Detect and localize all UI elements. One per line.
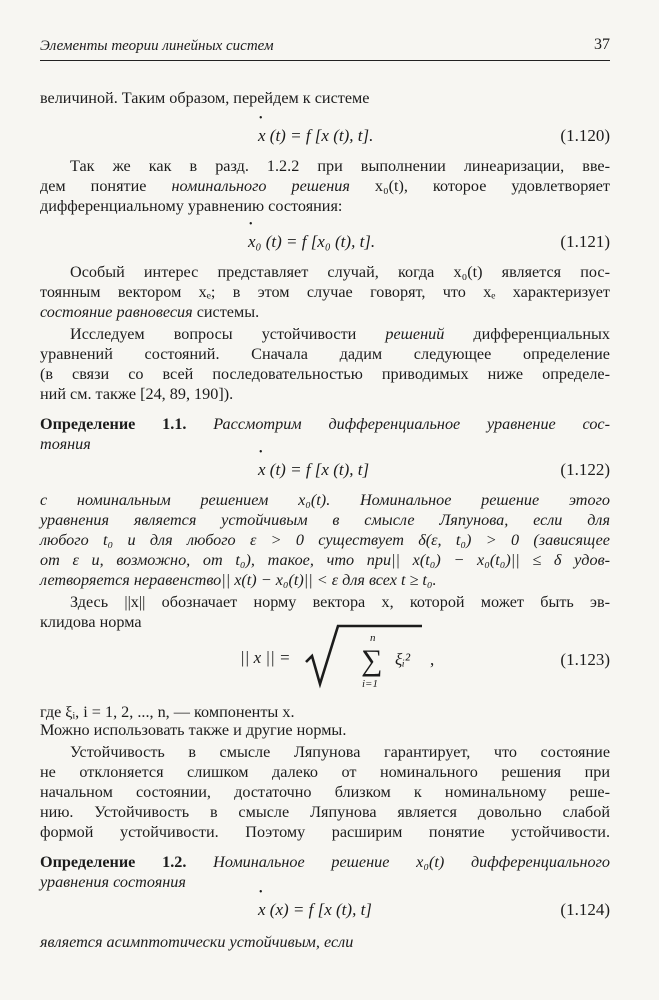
text-line: ний см. также [24, 89, 190]). [40, 385, 234, 403]
text-line: Можно использовать также и другие нормы. [40, 721, 347, 739]
header-title: Элементы теории линейных систем [40, 38, 274, 54]
equation-number: (1.121) [560, 232, 610, 251]
text-line: клидова норма [40, 613, 142, 631]
equation-number: (1.122) [560, 460, 610, 479]
definition-text: Номинальное решение x₀(t) дифференциального [186, 853, 610, 871]
equation-1-121 [40, 230, 610, 256]
equation-number: (1.123) [560, 650, 610, 669]
text-line: любого t₀ и для любого ε > 0 существует δ(ε, t₀) > 0 (зависящее [40, 531, 610, 549]
equation-formula: • x₀ (t) = f [x₀ (t), t]. [248, 232, 375, 252]
equation-1-120 [40, 124, 610, 150]
text-line: нию. Устойчивость в смысле Ляпунова является довольно слабой [40, 803, 610, 821]
sum-symbol: ∑ [361, 644, 383, 677]
equation-number: (1.120) [560, 126, 610, 145]
text-line: дифференциальному уравнению состояния: [40, 197, 343, 215]
sum-upper-limit: n [370, 632, 376, 644]
text-span: дифференциальных [444, 325, 610, 343]
equation-comma: , [430, 650, 435, 669]
equation-number: (1.124) [560, 900, 610, 919]
text-line: Особый интерес представляет случай, когда x₀(t) является пос- [70, 263, 610, 281]
text-line [40, 176, 610, 196]
sum-lower-limit: i=1 [362, 678, 378, 690]
text-span: Исследуем вопросы устойчивости [70, 325, 386, 343]
text-line: от ε и, возможно, от t₀), такое, что при|| x(t₀) − x₀(t₀)|| ≤ δ удов- [40, 551, 610, 569]
definition-1-1-heading [40, 414, 610, 434]
text-line: с номинальным решением x₀(t). Номинальное решение этого [40, 491, 610, 509]
equation-formula: • x (t) = f [x (t), t] [258, 460, 369, 480]
sum-term: ξᵢ² [395, 650, 411, 669]
text-line: начальном состоянии, достаточно близком к номинальному реше- [40, 783, 610, 801]
text-line: где ξᵢ, i = 1, 2, ..., n, — компоненты x. [40, 703, 295, 721]
text-line: является асимптотически устойчивым, если [40, 933, 354, 951]
text-line: Здесь ||x|| обозначает норму вектора x, которой может быть эв- [70, 593, 610, 611]
definition-label: Определение 1.1. [40, 415, 187, 433]
text-line: уравнений состояний. Сначала дадим следующее определение [40, 345, 610, 363]
text-line: Устойчивость в смысле Ляпунова гарантирует, что состояние [70, 743, 610, 761]
equation-1-123 [40, 618, 610, 698]
definition-text: Рассмотрим дифференциальное уравнение сос- [186, 415, 610, 433]
equation-lhs: || x || = [240, 648, 291, 667]
text-line: уравнения состояния [40, 873, 186, 891]
term-nominal-solution: номинального решения [171, 177, 350, 195]
text-line: Так же как в разд. 1.2.2 при выполнении линеаризации, вве- [70, 157, 610, 175]
term-solutions: решений [385, 325, 445, 343]
text-span: x₀(t), которое удовлетворяет [349, 177, 610, 195]
text-line: (в связи со всей последовательностью приводимых ниже определе- [40, 365, 610, 383]
text-line: тояния [40, 435, 91, 453]
text-line: уравнения является устойчивым в смысле Ляпунова, если для [40, 511, 610, 529]
text-span: дем понятие [40, 177, 172, 195]
text-line: летворяется неравенство|| x(t) − x₀(t)|| < ε для всех t ≥ t₀. [40, 571, 437, 589]
equation-1-124 [40, 898, 610, 924]
equation-formula: • x (t) = f [x (t), t]. [258, 126, 373, 146]
text-line [40, 324, 610, 344]
text-line: тоянным вектором xₑ; в этом случае говорят, что xₑ характеризует [40, 283, 610, 301]
equation-formula: • x (x) = f [x (t), t] [258, 900, 372, 920]
equation-1-122 [40, 458, 610, 484]
text-span: системы. [192, 303, 260, 321]
running-header [40, 34, 610, 61]
term-equilibrium-state: состояние равновесия [40, 303, 193, 321]
page-number: 37 [594, 36, 610, 53]
text-line: формой устойчивости. Поэтому расширим понятие устойчивости. [40, 823, 610, 841]
text-line: величиной. Таким образом, перейдем к системе [40, 89, 370, 107]
definition-1-2-heading [40, 852, 610, 872]
text-line: не отклоняется слишком далеко от номинального решения при [40, 763, 610, 781]
definition-label: Определение 1.2. [40, 853, 187, 871]
text-line [40, 302, 610, 322]
